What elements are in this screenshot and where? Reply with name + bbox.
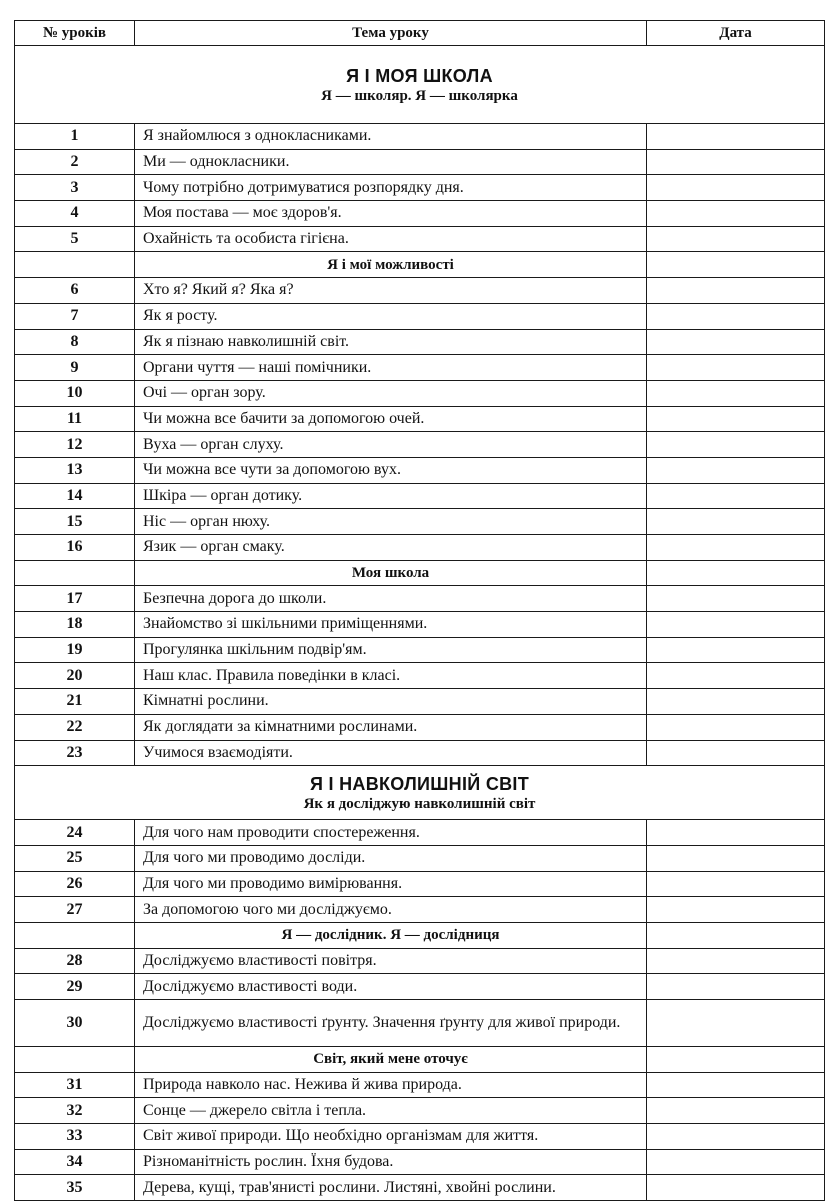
lesson-date-cell[interactable] (647, 612, 825, 638)
table-row (15, 483, 825, 509)
section-title: Я І МОЯ ШКОЛА (346, 65, 493, 86)
lesson-date-cell[interactable] (647, 820, 825, 846)
lesson-date-cell[interactable] (647, 278, 825, 304)
lesson-number: 35 (15, 1175, 135, 1201)
lesson-topic: Для чого ми проводимо досліди. (135, 845, 647, 871)
header-lesson-number: № уроків (15, 21, 135, 46)
subsection-heading-row (15, 560, 825, 586)
lesson-topic: Сонце — джерело світла і тепла. (135, 1098, 647, 1124)
table-row (15, 278, 825, 304)
lesson-topic: Моя постава — моє здоров'я. (135, 201, 647, 227)
table-row (15, 612, 825, 638)
header-lesson-topic: Тема уроку (135, 21, 647, 46)
lesson-date-cell[interactable] (647, 948, 825, 974)
lesson-topic: Досліджуємо властивості ґрунту. Значення ґрунту для живої природи. (135, 1000, 647, 1047)
lesson-topic: Дерева, кущі, трав'янисті рослини. Листяні, хвойні рослини. (135, 1175, 647, 1201)
table-row (15, 663, 825, 689)
lesson-topic: Як я росту. (135, 303, 647, 329)
table-row (15, 1124, 825, 1150)
lesson-number: 2 (15, 149, 135, 175)
lesson-topic: Очі — орган зору. (135, 380, 647, 406)
lesson-topic: Знайомство зі шкільними приміщеннями. (135, 612, 647, 638)
lesson-topic: Прогулянка шкільним подвір'ям. (135, 637, 647, 663)
table-row (15, 329, 825, 355)
lesson-number: 7 (15, 303, 135, 329)
lesson-date-cell[interactable] (647, 689, 825, 715)
lesson-topic: Для чого нам проводити спостереження. (135, 820, 647, 846)
lesson-topic: Світ живої природи. Що необхідно організмам для життя. (135, 1124, 647, 1150)
table-row (15, 124, 825, 150)
lesson-number: 25 (15, 845, 135, 871)
lesson-date-cell[interactable] (647, 329, 825, 355)
lesson-date-cell[interactable] (647, 1098, 825, 1124)
lesson-number: 5 (15, 226, 135, 252)
lesson-date-cell[interactable] (647, 226, 825, 252)
lesson-topic: Наш клас. Правила поведінки в класі. (135, 663, 647, 689)
table-row (15, 175, 825, 201)
table-row (15, 689, 825, 715)
lesson-number: 3 (15, 175, 135, 201)
lesson-date-cell[interactable] (647, 432, 825, 458)
table-row (15, 948, 825, 974)
lesson-topic: Як доглядати за кімнатними рослинами. (135, 714, 647, 740)
table-header-row (15, 21, 825, 46)
subsection-number-cell (15, 252, 135, 278)
lesson-topic: Ми — однокласники. (135, 149, 647, 175)
lesson-topic: Я знайомлюся з однокласниками. (135, 124, 647, 150)
table-row (15, 897, 825, 923)
lesson-number: 24 (15, 820, 135, 846)
table-row (15, 974, 825, 1000)
lesson-number: 31 (15, 1072, 135, 1098)
subsection-number-cell (15, 922, 135, 948)
lesson-date-cell[interactable] (647, 871, 825, 897)
section-subtitle: Як я досліджую навколишній світ (303, 795, 536, 812)
table-row (15, 380, 825, 406)
lesson-number: 16 (15, 535, 135, 561)
lesson-topic: Кімнатні рослини. (135, 689, 647, 715)
lesson-topic: Охайність та особиста гігієна. (135, 226, 647, 252)
lesson-number: 14 (15, 483, 135, 509)
table-row (15, 1072, 825, 1098)
subsection-heading-row (15, 252, 825, 278)
subsection-date-cell (647, 252, 825, 278)
section-heading-row (15, 766, 825, 820)
table-row (15, 714, 825, 740)
lesson-topic: Органи чуття — наші помічники. (135, 355, 647, 381)
table-row (15, 820, 825, 846)
subsection-date-cell (647, 1047, 825, 1073)
lesson-date-cell[interactable] (647, 740, 825, 766)
lesson-number: 1 (15, 124, 135, 150)
lesson-topic: Ніс — орган нюху. (135, 509, 647, 535)
subsection-title: Я і мої можливості (135, 252, 647, 278)
lesson-topic: Шкіра — орган дотику. (135, 483, 647, 509)
lesson-number: 34 (15, 1149, 135, 1175)
lesson-topic: Природа навколо нас. Нежива й жива природа. (135, 1072, 647, 1098)
lesson-topic: Різноманітність рослин. Їхня будова. (135, 1149, 647, 1175)
table-row (15, 1175, 825, 1201)
table-row (15, 509, 825, 535)
lesson-topic: Учимося взаємодіяти. (135, 740, 647, 766)
lesson-date-cell[interactable] (647, 1175, 825, 1201)
lesson-number: 12 (15, 432, 135, 458)
lesson-topic: Безпечна дорога до школи. (135, 586, 647, 612)
lesson-number: 30 (15, 1000, 135, 1047)
lesson-date-cell[interactable] (647, 509, 825, 535)
table-row (15, 740, 825, 766)
table-row (15, 149, 825, 175)
table-row (15, 201, 825, 227)
lesson-topic: За допомогою чого ми досліджуємо. (135, 897, 647, 923)
table-row (15, 457, 825, 483)
lesson-date-cell[interactable] (647, 586, 825, 612)
lesson-number: 11 (15, 406, 135, 432)
lesson-date-cell[interactable] (647, 1124, 825, 1150)
lesson-topic: Чи можна все бачити за допомогою очей. (135, 406, 647, 432)
subsection-date-cell (647, 560, 825, 586)
table-row (15, 871, 825, 897)
subsection-title: Моя школа (135, 560, 647, 586)
lesson-topic: Досліджуємо властивості води. (135, 974, 647, 1000)
table-row (15, 535, 825, 561)
lesson-date-cell[interactable] (647, 355, 825, 381)
lesson-number: 17 (15, 586, 135, 612)
lesson-date-cell[interactable] (647, 714, 825, 740)
lesson-number: 13 (15, 457, 135, 483)
table-row (15, 586, 825, 612)
lesson-date-cell[interactable] (647, 457, 825, 483)
lesson-number: 6 (15, 278, 135, 304)
lesson-date-cell[interactable] (647, 124, 825, 150)
subsection-title: Світ, який мене оточує (135, 1047, 647, 1073)
lesson-number: 8 (15, 329, 135, 355)
lesson-number: 18 (15, 612, 135, 638)
subsection-title: Я — дослідник. Я — дослідниця (135, 922, 647, 948)
lesson-topic: Хто я? Який я? Яка я? (135, 278, 647, 304)
lesson-number: 20 (15, 663, 135, 689)
lesson-number: 21 (15, 689, 135, 715)
table-row (15, 1149, 825, 1175)
section-title: Я І НАВКОЛИШНІЙ СВІТ (309, 773, 530, 794)
lesson-number: 29 (15, 974, 135, 1000)
lesson-number: 19 (15, 637, 135, 663)
lesson-date-cell[interactable] (647, 201, 825, 227)
lesson-number: 22 (15, 714, 135, 740)
table-body (15, 46, 825, 1201)
lesson-date-cell[interactable] (647, 974, 825, 1000)
lesson-date-cell[interactable] (647, 1149, 825, 1175)
lesson-topic: Язик — орган смаку. (135, 535, 647, 561)
lesson-number: 23 (15, 740, 135, 766)
lesson-date-cell[interactable] (647, 175, 825, 201)
table-row (15, 432, 825, 458)
lesson-topic: Досліджуємо властивості повітря. (135, 948, 647, 974)
table-row (15, 1000, 825, 1047)
lesson-number: 27 (15, 897, 135, 923)
lesson-number: 32 (15, 1098, 135, 1124)
lesson-number: 28 (15, 948, 135, 974)
lesson-number: 26 (15, 871, 135, 897)
lesson-date-cell[interactable] (647, 845, 825, 871)
lesson-number: 33 (15, 1124, 135, 1150)
lesson-topic: Як я пізнаю навколишній світ. (135, 329, 647, 355)
lesson-date-cell[interactable] (647, 406, 825, 432)
lesson-date-cell[interactable] (647, 897, 825, 923)
lesson-topic: Чому потрібно дотримуватися розпорядку дня. (135, 175, 647, 201)
section-heading (15, 46, 825, 124)
lesson-topic: Чи можна все чути за допомогою вух. (135, 457, 647, 483)
lesson-date-cell[interactable] (647, 1072, 825, 1098)
section-heading (15, 766, 825, 820)
table-row (15, 637, 825, 663)
lesson-number: 15 (15, 509, 135, 535)
subsection-number-cell (15, 560, 135, 586)
table-row (15, 406, 825, 432)
header-date: Дата (647, 21, 825, 46)
table-row (15, 1098, 825, 1124)
subsection-heading-row (15, 1047, 825, 1073)
lesson-number: 9 (15, 355, 135, 381)
lesson-date-cell[interactable] (647, 535, 825, 561)
subsection-heading-row (15, 922, 825, 948)
lesson-date-cell[interactable] (647, 380, 825, 406)
section-heading-row (15, 46, 825, 124)
lesson-date-cell[interactable] (647, 483, 825, 509)
lesson-date-cell[interactable] (647, 303, 825, 329)
table-row (15, 226, 825, 252)
lesson-number: 4 (15, 201, 135, 227)
lesson-plan-table (14, 20, 825, 1201)
lesson-date-cell[interactable] (647, 149, 825, 175)
lesson-topic: Для чого ми проводимо вимірювання. (135, 871, 647, 897)
lesson-plan-sheet (14, 20, 824, 1201)
lesson-topic: Вуха — орган слуху. (135, 432, 647, 458)
table-row (15, 845, 825, 871)
table-row (15, 355, 825, 381)
table-row (15, 303, 825, 329)
lesson-number: 10 (15, 380, 135, 406)
subsection-number-cell (15, 1047, 135, 1073)
section-subtitle: Я — школяр. Я — школярка (321, 87, 518, 104)
subsection-date-cell (647, 922, 825, 948)
lesson-date-cell[interactable] (647, 637, 825, 663)
lesson-date-cell[interactable] (647, 663, 825, 689)
lesson-date-cell[interactable] (647, 1000, 825, 1047)
